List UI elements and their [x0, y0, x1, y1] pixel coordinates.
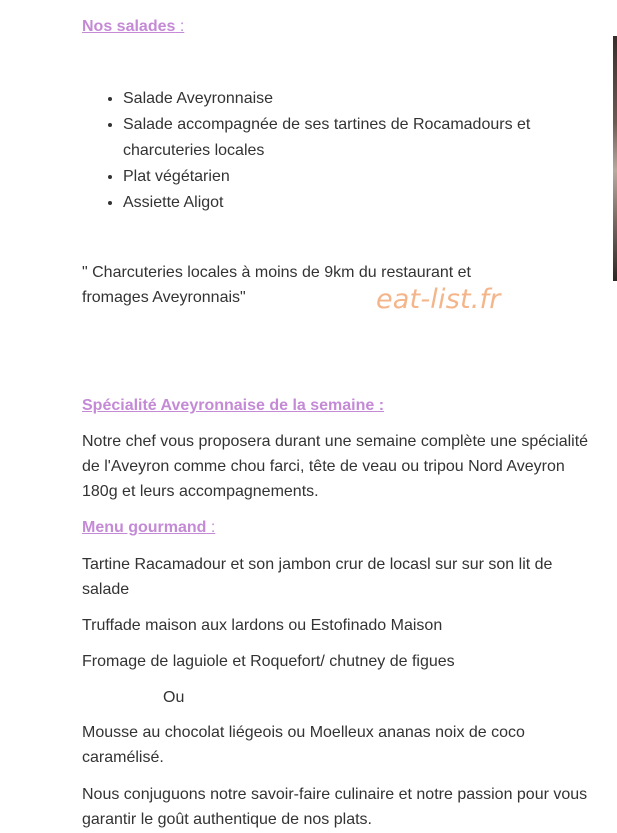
closing-text: Nous conjuguons notre savoir-faire culinaire et notre passion pour vous garantir le goût authentique de nos plats.: [82, 786, 588, 828]
salad-item: • Plat végétarien: [123, 164, 602, 190]
salad-item: • Salade accompagnée de ses tartines de Rocamadours et charcuteries locales: [123, 112, 602, 164]
menu-or: Ou: [163, 689, 185, 706]
menu-heading-colon: :: [206, 519, 216, 536]
salad-item: • Assiette Aligot: [123, 190, 602, 216]
local-products-quote: " Charcuteries locales à moins de 9km du restaurant et fromages Aveyronnais": [82, 264, 471, 306]
menu-main: Truffade maison aux lardons ou Estofinado Maison: [82, 617, 443, 634]
menu-heading-label: Menu gourmand: [82, 519, 207, 536]
salads-heading-colon: :: [175, 18, 185, 35]
specialty-heading: Spécialité Aveyronnaise de la semaine :: [82, 397, 385, 414]
salads-heading-label: Nos salades: [82, 18, 176, 35]
watermark: eat-list.fr: [376, 284, 501, 315]
specialty-description: Notre chef vous proposera durant une semaine complète une spécialité de l'Aveyron comme chou farci, tête de veau ou tripou Nord Aveyron 180g et leurs accompagnements.: [82, 433, 589, 500]
menu-dessert: Mousse au chocolat liégeois ou Moelleux ananas noix de coco caramélisé.: [82, 724, 525, 766]
salads-list: [82, 86, 602, 216]
salads-heading: [82, 18, 184, 36]
menu-starter: Tartine Racamadour et son jambon crur de locasl sur sur son lit de salade: [82, 556, 553, 598]
menu-heading: [82, 519, 215, 537]
salad-item: • Salade Aveyronnaise: [123, 86, 602, 112]
menu-cheese: Fromage de laguiole et Roquefort/ chutney de figues: [82, 653, 455, 670]
side-photo-edge: [613, 36, 617, 281]
